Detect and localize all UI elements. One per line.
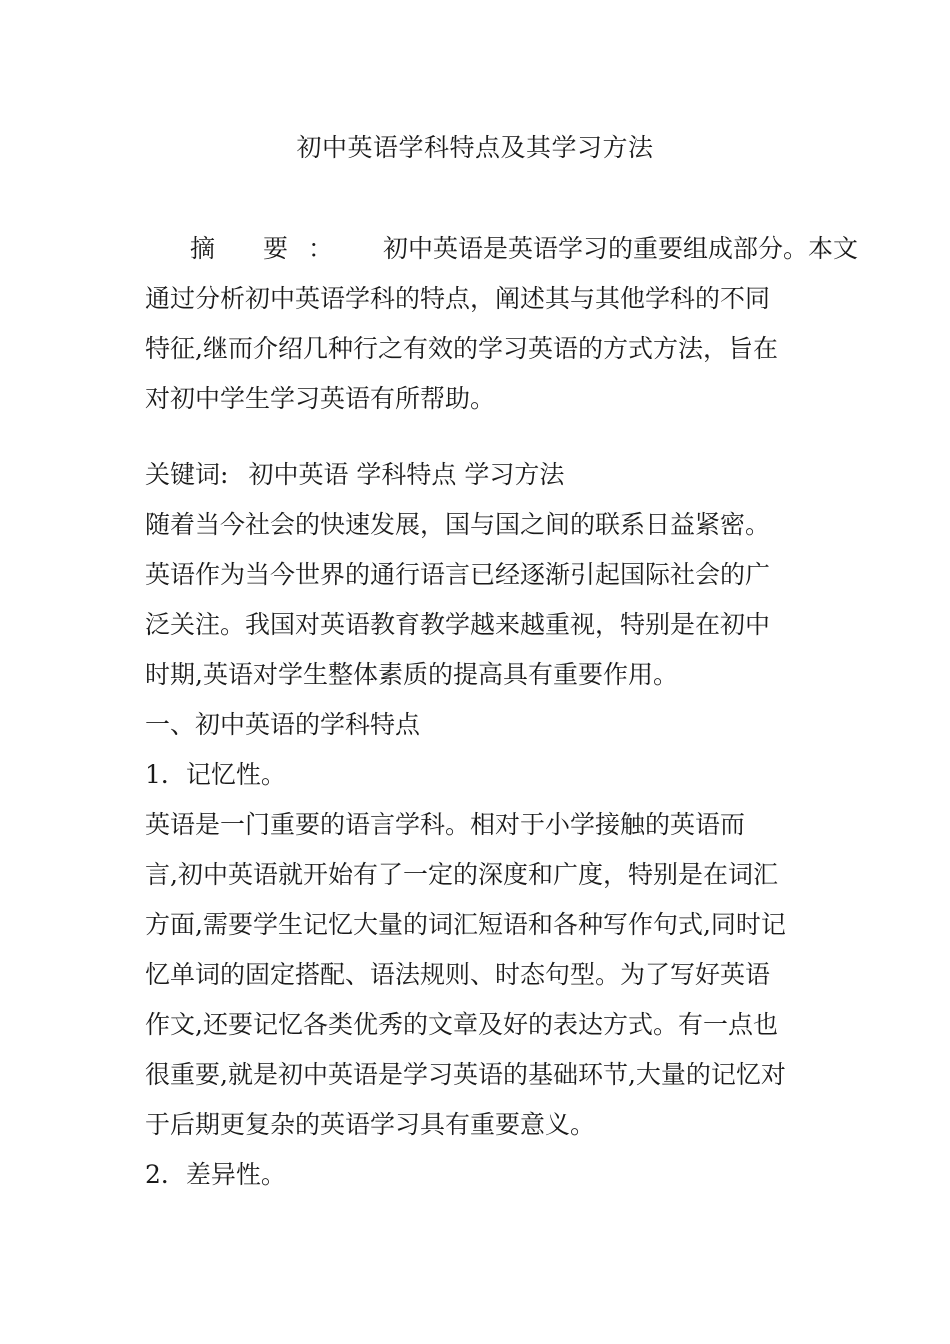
abstract-line-2: 通过分析初中英语学科的特点，阐述其与其他学科的不同 <box>145 284 771 313</box>
document-body <box>145 224 858 1200</box>
abstract-line-4: 对初中学生学习英语有所帮助。 <box>145 384 496 413</box>
paragraph-line-6: 很重要,就是初中英语是学习英语的基础环节,大量的记忆对 <box>145 1060 786 1089</box>
paragraph-line-5: 作文,还要记忆各类优秀的文章及好的表达方式。有一点也 <box>145 1010 778 1039</box>
document-title: 初中英语学科特点及其学习方法 <box>296 133 654 162</box>
paragraph-line-2: 言,初中英语就开始有了一定的深度和广度，特别是在词汇 <box>145 860 778 889</box>
paragraph-line-7: 于后期更复杂的英语学习具有重要意义。 <box>145 1110 596 1139</box>
abstract-line-3: 特征,继而介绍几种行之有效的学习英语的方式方法，旨在 <box>145 334 778 363</box>
intro-line-4: 时期,英语对学生整体素质的提高具有重要作用。 <box>145 660 678 689</box>
abstract-text: 初中英语是英语学习的重要组成部分。本文 <box>382 234 858 263</box>
intro-line-3: 泛关注。我国对英语教育教学越来越重视，特别是在初中 <box>145 610 771 639</box>
abstract-label: 摘 要： <box>190 234 353 263</box>
abstract-line-1 <box>145 224 858 274</box>
intro-line-2: 英语作为当今世界的通行语言已经逐渐引起国际社会的广 <box>145 560 771 589</box>
paragraph-line-1: 英语是一门重要的语言学科。相对于小学接触的英语而 <box>145 810 746 839</box>
subsection-heading-1: 1．记忆性。 <box>145 760 286 789</box>
subsection-heading-2: 2．差异性。 <box>145 1160 286 1189</box>
paragraph-line-4: 忆单词的固定搭配、语法规则、时态句型。为了写好英语 <box>145 960 771 989</box>
keywords-line <box>145 450 810 500</box>
spacer <box>145 424 810 450</box>
section-heading: 一、初中英语的学科特点 <box>145 710 421 739</box>
keywords-label: 关键词: <box>145 460 229 489</box>
keywords-text: 初中英语 学科特点 学习方法 <box>248 460 565 489</box>
intro-line-1: 随着当今社会的快速发展，国与国之间的联系日益紧密。 <box>145 510 771 539</box>
paragraph-line-3: 方面,需要学生记忆大量的词汇短语和各种写作句式,同时记 <box>145 910 786 939</box>
